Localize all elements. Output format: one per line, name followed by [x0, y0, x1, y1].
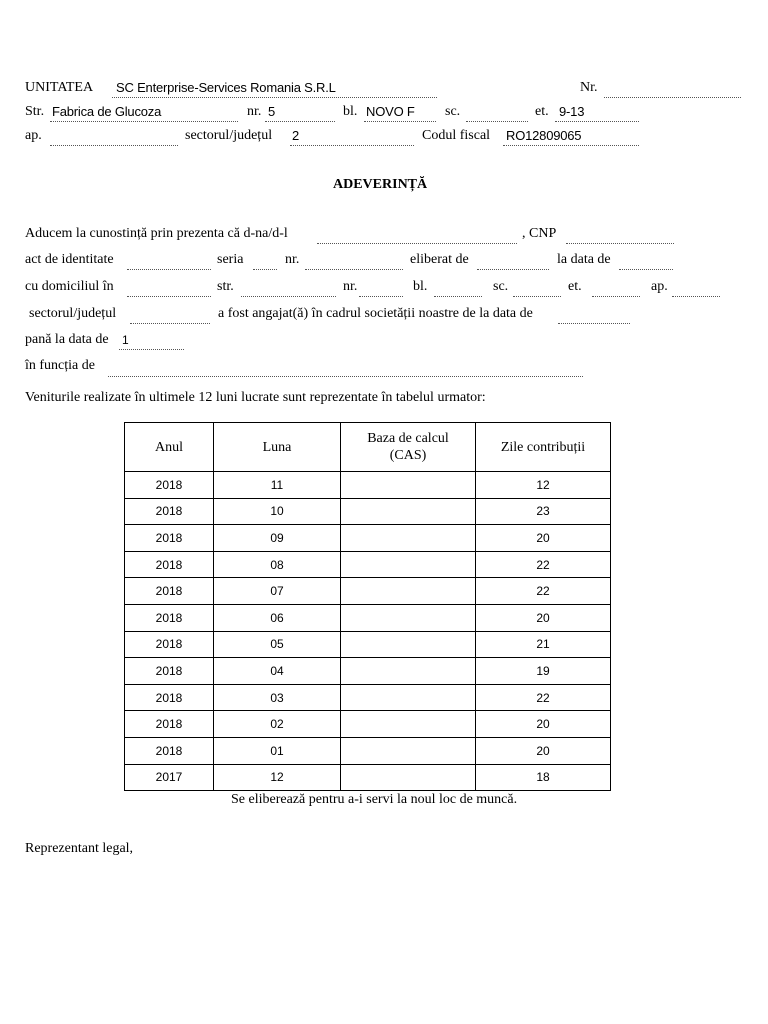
name-dotted-line — [317, 243, 517, 244]
cell-luna: 11 — [214, 472, 341, 499]
sector-dotted-line — [290, 145, 414, 146]
venituri-table — [124, 422, 611, 791]
cell-anul: 2018 — [125, 604, 214, 631]
sector-value: 2 — [292, 128, 300, 143]
eliberat-dotted-line — [477, 269, 549, 270]
cell-luna: 06 — [214, 604, 341, 631]
cnp-label: , CNP — [522, 226, 557, 241]
act-nr-dotted-line — [305, 269, 403, 270]
table-row — [125, 551, 611, 578]
sc-dotted-line — [466, 121, 528, 122]
pana-label: pană la data de — [25, 332, 109, 347]
table-row — [125, 472, 611, 499]
document-title: ADEVERINȚĂ — [333, 177, 428, 192]
cell-luna: 02 — [214, 711, 341, 738]
act-label: act de identitate — [25, 252, 114, 267]
cod-dotted-line — [503, 145, 639, 146]
cell-baza — [341, 604, 476, 631]
cell-anul: 2018 — [125, 711, 214, 738]
cell-baza — [341, 684, 476, 711]
dom-str-dotted-line — [241, 296, 336, 297]
act-dotted-line — [127, 269, 211, 270]
et-label: et. — [535, 104, 549, 119]
col-header-anul: Anul — [125, 423, 214, 472]
angajat-text: a fost angajat(ă) în cadrul societății noastre de la data de — [218, 306, 533, 321]
nr-dotted-line — [604, 97, 741, 98]
nr2-dotted-line — [265, 121, 335, 122]
cell-luna: 07 — [214, 578, 341, 605]
table-row — [125, 711, 611, 738]
cell-anul: 2018 — [125, 631, 214, 658]
eliberare-note: Se eliberează pentru a-i servi la noul loc de muncă. — [231, 792, 518, 807]
cell-zile: 19 — [476, 658, 611, 685]
bl-value: NOVO F — [366, 104, 415, 119]
dom-et-label: et. — [568, 279, 582, 294]
pana-dotted-line — [119, 349, 184, 350]
table-row — [125, 578, 611, 605]
bl-label: bl. — [343, 104, 358, 119]
str-label: Str. — [25, 104, 45, 119]
cell-baza — [341, 764, 476, 791]
str-value: Fabrica de Glucoza — [52, 104, 162, 119]
reprezentant-legal: Reprezentant legal, — [25, 841, 134, 856]
cell-luna: 05 — [214, 631, 341, 658]
la-data-dotted-line — [619, 269, 673, 270]
functia-dotted-line — [108, 376, 583, 377]
cod-label: Codul fiscal — [422, 128, 491, 143]
nr2-label: nr. — [247, 104, 262, 119]
act-nr-label: nr. — [285, 252, 300, 267]
cell-zile: 22 — [476, 684, 611, 711]
sc-label: sc. — [445, 104, 461, 119]
cell-anul: 2018 — [125, 525, 214, 552]
table-row — [125, 737, 611, 764]
table-header-row — [125, 423, 611, 472]
col-header-baza: Baza de calcul (CAS) — [341, 423, 476, 472]
cell-baza — [341, 631, 476, 658]
cell-baza — [341, 737, 476, 764]
table-row — [125, 498, 611, 525]
dom-ap-label: ap. — [651, 279, 668, 294]
table-row — [125, 658, 611, 685]
functia-label: în funcția de — [25, 358, 95, 373]
col-header-luna: Luna — [214, 423, 341, 472]
cell-zile: 12 — [476, 472, 611, 499]
dom-sector-label: sectorul/județul — [29, 306, 117, 321]
cell-luna: 09 — [214, 525, 341, 552]
dom-bl-dotted-line — [434, 296, 482, 297]
domiciliul-label: cu domiciliul în — [25, 279, 114, 294]
cell-anul: 2018 — [125, 737, 214, 764]
dom-sector-dotted-line — [130, 323, 210, 324]
cell-anul: 2018 — [125, 658, 214, 685]
dom-sc-dotted-line — [513, 296, 561, 297]
table-row — [125, 525, 611, 552]
angajat-dotted-line — [558, 323, 630, 324]
cell-luna: 04 — [214, 658, 341, 685]
ap-label: ap. — [25, 128, 42, 143]
nr2-value: 5 — [268, 104, 276, 119]
cell-zile: 22 — [476, 551, 611, 578]
eliberat-label: eliberat de — [410, 252, 469, 267]
cell-anul: 2017 — [125, 764, 214, 791]
cell-luna: 10 — [214, 498, 341, 525]
cell-zile: 20 — [476, 737, 611, 764]
domiciliul-dotted-line — [127, 296, 211, 297]
cell-baza — [341, 658, 476, 685]
unitatea-dotted-line — [112, 97, 437, 98]
cell-zile: 21 — [476, 631, 611, 658]
cell-baza — [341, 525, 476, 552]
cell-luna: 03 — [214, 684, 341, 711]
dom-nr-dotted-line — [359, 296, 403, 297]
cell-anul: 2018 — [125, 551, 214, 578]
cell-zile: 23 — [476, 498, 611, 525]
dom-str-label: str. — [217, 279, 234, 294]
cell-baza — [341, 711, 476, 738]
intro-text: Aducem la cunostință prin prezenta că d-na/d-l — [25, 226, 288, 241]
cell-luna: 12 — [214, 764, 341, 791]
ap-dotted-line — [50, 145, 178, 146]
table-row — [125, 764, 611, 791]
cell-baza — [341, 472, 476, 499]
cell-zile: 20 — [476, 604, 611, 631]
bl-dotted-line — [364, 121, 436, 122]
cell-zile: 20 — [476, 525, 611, 552]
seria-label: seria — [217, 252, 244, 267]
cell-luna: 08 — [214, 551, 341, 578]
dom-sc-label: sc. — [493, 279, 509, 294]
cell-zile: 18 — [476, 764, 611, 791]
cell-luna: 01 — [214, 737, 341, 764]
cell-anul: 2018 — [125, 472, 214, 499]
sector-label: sectorul/județul — [185, 128, 273, 143]
cell-baza — [341, 551, 476, 578]
col-header-zile: Zile contribuții — [476, 423, 611, 472]
nr-label: Nr. — [580, 80, 598, 95]
cnp-dotted-line — [566, 243, 674, 244]
str-dotted-line — [50, 121, 238, 122]
seria-dotted-line — [253, 269, 277, 270]
dom-et-dotted-line — [592, 296, 640, 297]
table-row — [125, 631, 611, 658]
cell-anul: 2018 — [125, 498, 214, 525]
la-data-label: la data de — [557, 252, 611, 267]
cell-anul: 2018 — [125, 684, 214, 711]
table-row — [125, 684, 611, 711]
dom-nr-label: nr. — [343, 279, 358, 294]
cell-baza — [341, 498, 476, 525]
cell-baza — [341, 578, 476, 605]
et-dotted-line — [555, 121, 639, 122]
dom-bl-label: bl. — [413, 279, 428, 294]
pana-value: 1 — [122, 333, 129, 347]
dom-ap-dotted-line — [672, 296, 720, 297]
cell-zile: 22 — [476, 578, 611, 605]
venituri-text: Veniturile realizate în ultimele 12 luni lucrate sunt reprezentate în tabelul urmator: — [25, 390, 486, 405]
cod-value: RO12809065 — [506, 128, 582, 143]
cell-zile: 20 — [476, 711, 611, 738]
unitatea-value: SC Enterprise-Services Romania S.R.L — [116, 80, 336, 95]
table-row — [125, 604, 611, 631]
unitatea-label: UNITATEA — [25, 80, 94, 95]
et-value: 9-13 — [559, 104, 585, 119]
cell-anul: 2018 — [125, 578, 214, 605]
